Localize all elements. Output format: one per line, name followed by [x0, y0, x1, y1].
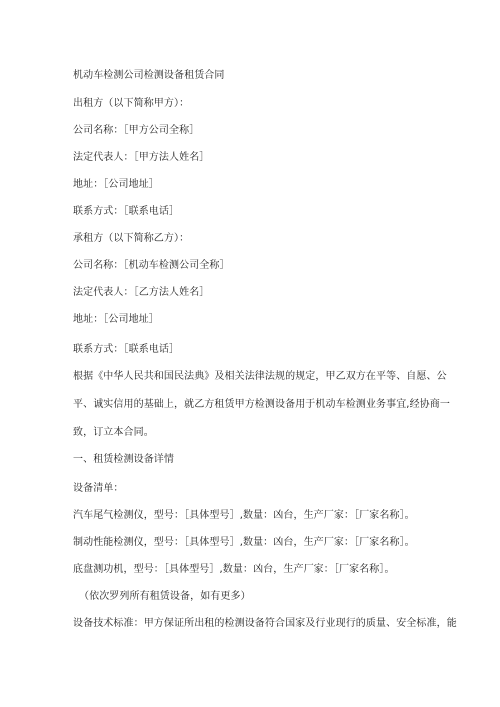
lessor-company-name: 公司名称：［甲方公司全称］: [73, 125, 200, 136]
lessee-company-name: 公司名称：［机动车检测公司全称］: [73, 260, 230, 271]
preamble-line: 致，订立本合同。: [73, 427, 154, 438]
lessee-contact: 联系方式：［联系电话］: [73, 344, 180, 355]
equipment-note: （依次罗列所有租赁设备，如有更多）: [79, 591, 251, 602]
equipment-item: 制动性能检测仪，型号：［具体型号］,数量：凶台，生产厂家：［厂家名称］。: [73, 537, 415, 548]
lessee-address: 地址：［公司地址］: [73, 314, 159, 325]
equipment-item: 底盘测功机，型号：［具体型号］,数量：凶台，生产厂家：［厂家名称］。: [73, 564, 395, 575]
section-heading: 一、租赁检测设备详情: [73, 454, 174, 465]
preamble-line: 平、诚实信用的基础上，就乙方租赁甲方检测设备用于机动车检测业务事宜,经协商一: [73, 399, 450, 410]
lessee-heading: 承租方（以下简称乙方）：: [73, 233, 190, 244]
document-title: 机动车检测公司检测设备租赁合同: [73, 70, 225, 81]
lessor-contact: 联系方式：［联系电话］: [73, 206, 180, 217]
preamble-line: 根据《中华人民共和国民法典》及相关法律法规的规定，甲乙双方在平等、自愿、公: [73, 371, 447, 382]
lessor-legal-representative: 法定代表人：［甲方法人姓名］: [73, 152, 210, 163]
technical-standard-clause: 设备技术标准：甲方保证所出租的检测设备符合国家及行业现行的质量、安全标准，能: [73, 618, 457, 629]
lessee-legal-representative: 法定代表人：［乙方法人姓名］: [73, 287, 210, 298]
lessor-address: 地址：［公司地址］: [73, 179, 159, 190]
lessor-heading: 出租方（以下简称甲方）：: [73, 98, 190, 109]
equipment-list-label: 设备清单：: [73, 483, 124, 494]
equipment-item: 汽车尾气检测仪，型号：［具体型号］,数量：凶台，生产厂家：［厂家名称］。: [73, 510, 415, 521]
